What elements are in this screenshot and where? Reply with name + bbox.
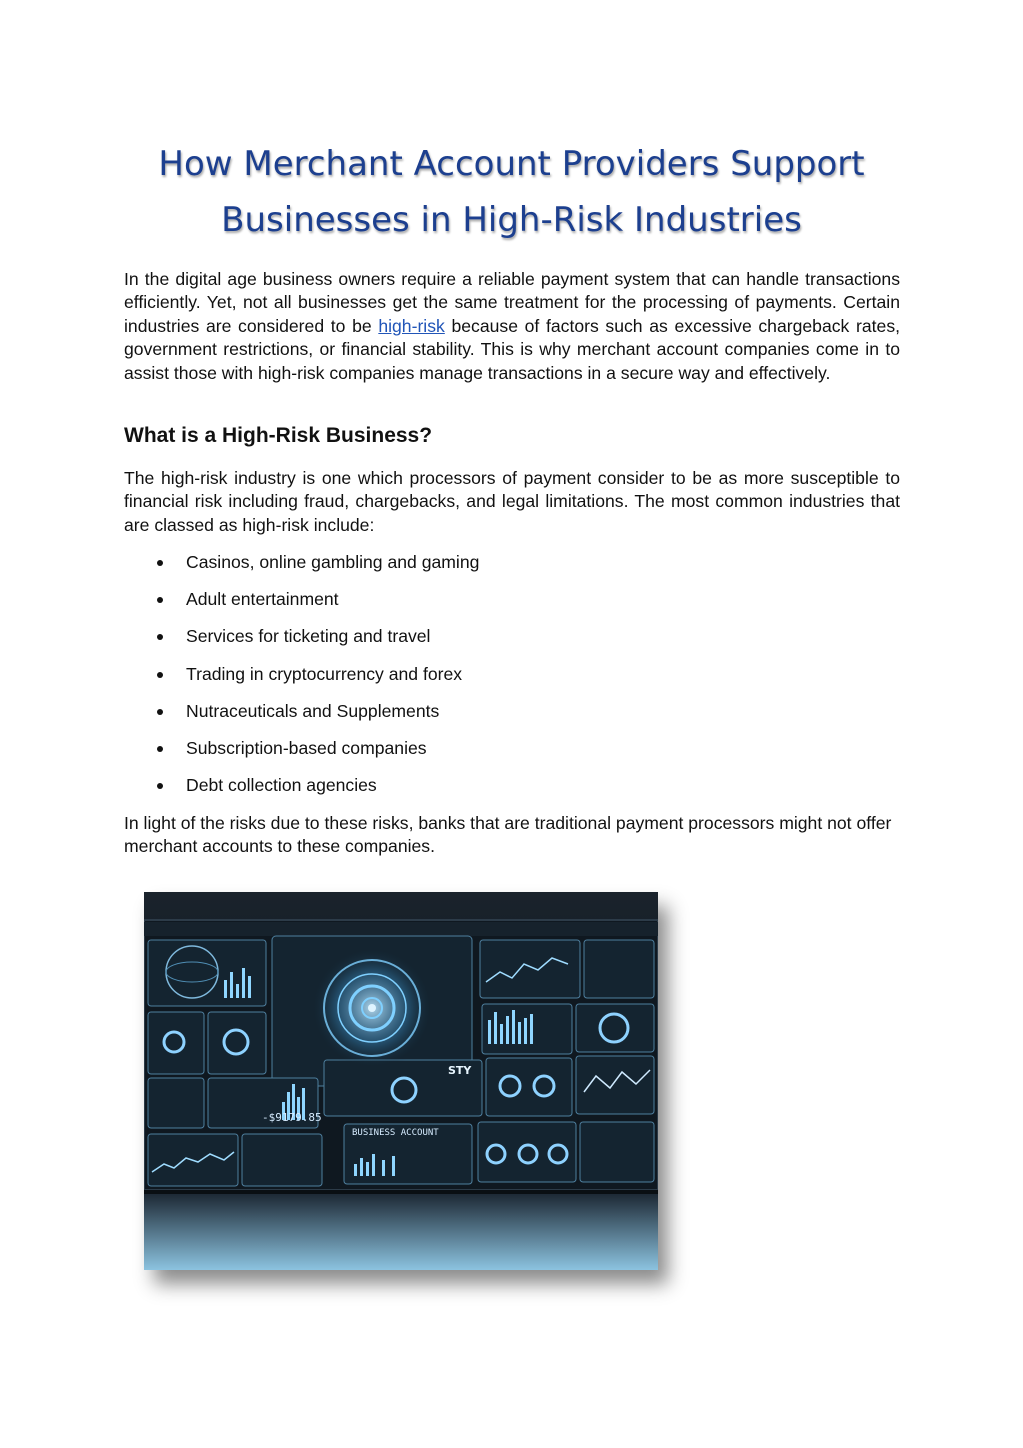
high-risk-link[interactable]: high-risk bbox=[378, 315, 445, 336]
list-item: Services for ticketing and travel bbox=[124, 624, 824, 661]
bullet-icon bbox=[157, 597, 163, 603]
page-title bbox=[110, 136, 913, 248]
title-line-2: Businesses in High-Risk Industries bbox=[221, 200, 802, 240]
industries-list bbox=[124, 550, 824, 810]
list-item: Subscription-based companies bbox=[124, 736, 824, 773]
intro-text-after: because of factors such as excessive chargeback rates, government restrictions, or financial stability. This is why merchant account companies come in to assist those with high-risk companies manage transactions in a secure way and effectively. bbox=[124, 315, 901, 383]
list-item: Casinos, online gambling and gaming bbox=[124, 550, 824, 587]
list-item: Nutraceuticals and Supplements bbox=[124, 699, 824, 736]
bullet-icon bbox=[157, 746, 163, 752]
balance-label: -$9179.85 bbox=[262, 1111, 322, 1124]
bullet-icon bbox=[157, 709, 163, 715]
intro-text-before: In the digital age business owners require a reliable payment system that can handle transactions efficiently. Yet, not all businesses get the same treatment for the processing of payments. Certain industries are considered to be bbox=[124, 269, 900, 336]
account-label: BUSINESS ACCOUNT bbox=[352, 1128, 439, 1138]
bullet-icon bbox=[157, 672, 163, 678]
list-item: Debt collection agencies bbox=[124, 773, 824, 810]
closing-paragraph: In light of the risks due to these risks, banks that are traditional payment processors might not offer merchant accounts to these companies. bbox=[124, 813, 892, 857]
bullet-icon bbox=[157, 634, 163, 640]
list-item: Adult entertainment bbox=[124, 587, 824, 624]
intro-paragraph bbox=[124, 268, 900, 385]
bullet-icon bbox=[157, 560, 163, 566]
sty-label: STY bbox=[448, 1064, 472, 1077]
title-line-1: How Merchant Account Providers Support bbox=[158, 144, 865, 184]
bullet-icon bbox=[157, 783, 163, 789]
section-heading: What is a High-Risk Business? bbox=[124, 424, 433, 447]
dashboard-laptop-image bbox=[144, 892, 658, 1270]
dashboard-illustration bbox=[144, 892, 658, 1270]
section-paragraph: The high-risk industry is one which processors of payment consider to be as more susceptible to financial risk including fraud, chargebacks, and legal limitations. The most common industries that are classed as high-risk include: bbox=[124, 468, 900, 535]
list-item: Trading in cryptocurrency and forex bbox=[124, 662, 824, 699]
